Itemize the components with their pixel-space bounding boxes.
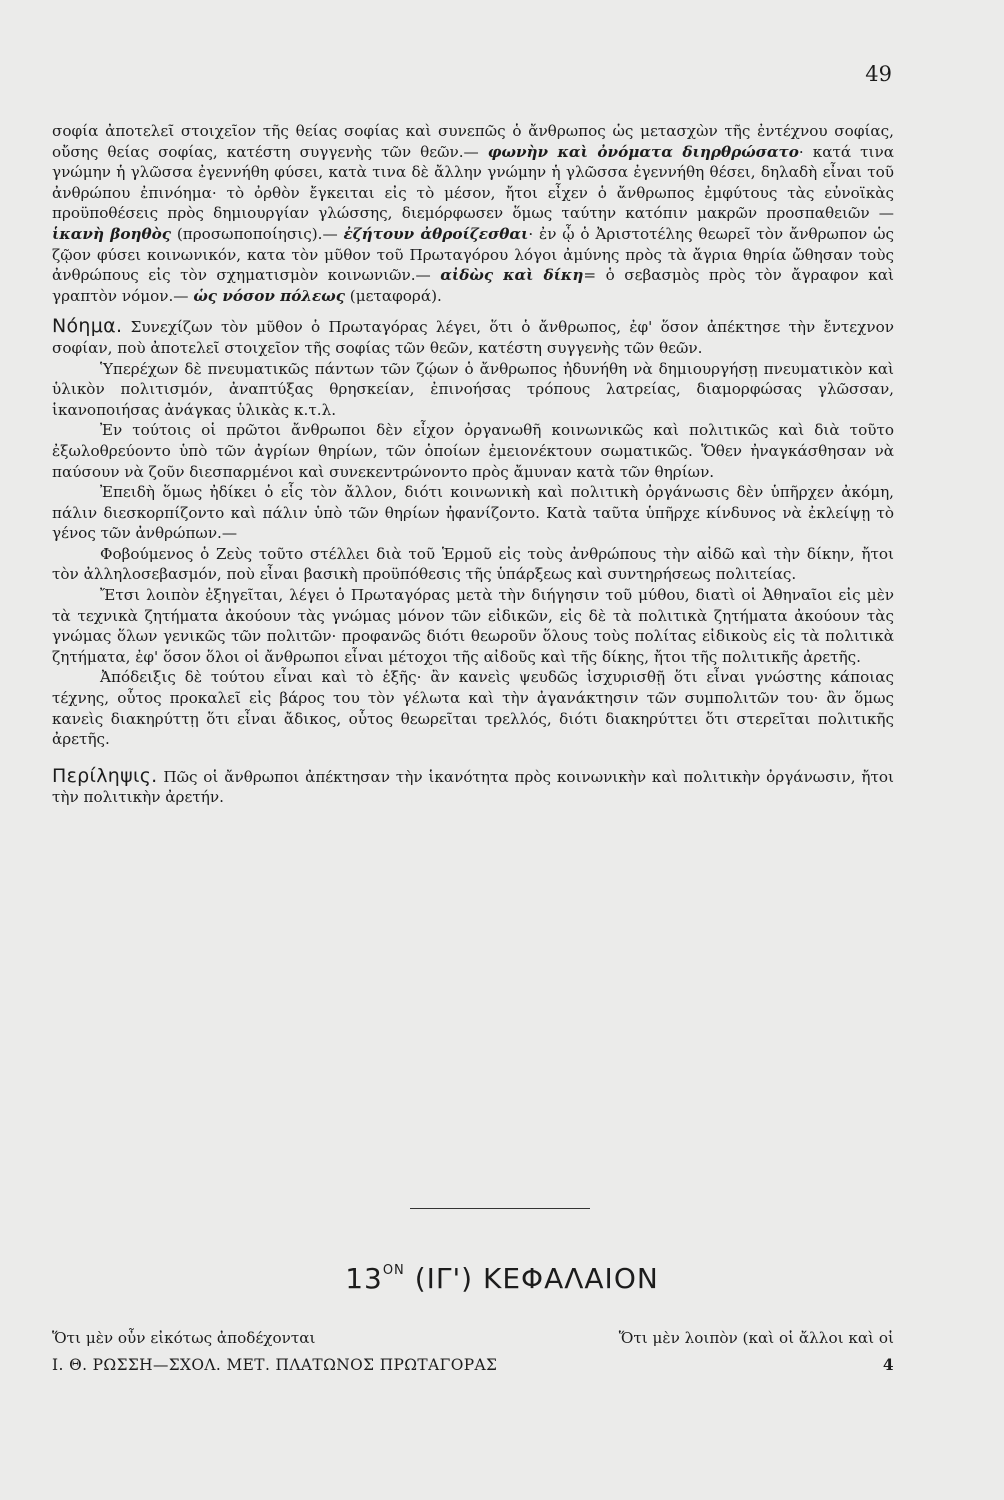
noima-paragraph (52, 316, 894, 358)
chapter-heading (0, 1262, 1004, 1295)
text-run: (μεταφορά). (344, 286, 442, 305)
text-run: = ὁ σεβασμὸς πρὸς τὸν ἄγραφον καὶ γραπτὸν νόμον.— (52, 266, 894, 305)
text-run: · ἐν ᾧ ὁ Ἀριστοτέλης θεωρεῖ τὸν ἄνθρωπον ὡς ζῷον φύσει κοινωνικόν, κατα τὸν μῦθον τοῦ Πρωταγόρου λόγοι ἀμύνης πρὸς τὰ ἄγρια θηρία ὤθησαν τοὺς ἀνθρώπους εἰς τὸν σχηματισμὸν κοινωνιῶν.— (52, 224, 894, 285)
noima-paragraph: Ἐν τούτοις οἱ πρῶτοι ἄνθρωποι δὲν εἶχον ὀργανωθῆ κοινωνικῶς καὶ πολιτικῶς καὶ διὰ τοῦτο ἐξωλοθρεύοντο ὑπὸ τῶν ἀγρίων θηρίων, τῶν ὁποίων ἐμειονέκτουν σωματικῶς. Ὅθεν ἠναγκάσθησαν νὰ παύσουν νὰ ζοῦν διεσπαρμένοι καὶ συνεκεντρώνοντο πρὸς ἄμυναν κατὰ τῶν θηρίων. (52, 421, 894, 481)
noima-paragraph: Ἀπόδειξις δὲ τούτου εἶναι καὶ τὸ ἑξῆς· ἂν κανεὶς ψευδῶς ἰσχυρισθῇ ὅτι εἶναι γνώστης κάποιας τέχνης, οὗτος προκαλεῖ εἰς βάρος του τὸν γέλωτα καὶ τὴν ἀγανάκτησιν τῶν συμπολιτῶν του· ἂν ὅμως κανεὶς διακηρύττῃ ὅτι εἶναι ἄδικος, οὗτος θεωρεῖται τρελλός, διότι διακηρύττει ὅτι στερεῖται πολιτικῆς ἀρετῆς. (52, 668, 894, 749)
chapter-title: (ΙΓ') ΚΕΦΑΛΑΙΟΝ (404, 1262, 659, 1295)
main-text (52, 121, 894, 808)
noima-text: Συνεχίζων τὸν μῦθον ὁ Πρωταγόρας λέγει, ὅτι ὁ ἄνθρωπος, ἐφ' ὅσον ἀπέκτησε τὴν ἔντεχνον σοφίαν, ποὺ ἀποτελεῖ στοιχεῖον τῆς σοφίας τῶν θεῶν, κατέστη συγγενὴς τῶν θεῶν. (52, 318, 894, 357)
emphasis-term: ὡς νόσον πόλεως (193, 286, 345, 305)
noima-paragraph: Φοβούμενος ὁ Ζεὺς τοῦτο στέλλει διὰ τοῦ Ἑρμοῦ εἰς τοὺς ἀνθρώπους τὴν αἰδῶ καὶ τὴν δίκην, ἤτοι τὸν ἀλληλοσεβασμόν, ποὺ εἶναι βασικὴ προϋπόθεσις τῆς ὑπάρξεως καὶ συντηρήσεως πολιτείας. (52, 544, 894, 584)
perilipsis-paragraph (52, 766, 894, 808)
noima-section (52, 316, 894, 749)
chapter-superscript: ΟΝ (382, 1263, 405, 1278)
text-run: (προσωποποίησις).— (171, 224, 344, 243)
page-number: 49 (865, 62, 892, 86)
text-excerpt (52, 1328, 894, 1348)
emphasis-term: ἱκανὴ βοηθὸς (52, 224, 172, 243)
footer-title: Ι. Θ. ΡΩΣΣΗ—ΣΧΟΛ. ΜΕΤ. ΠΛΑΤΩΝΟΣ ΠΡΩΤΑΓΟΡΑΣ (52, 1356, 498, 1374)
section-divider (410, 1208, 590, 1209)
perilipsis-text: Πῶς οἱ ἄνθρωποι ἀπέκτησαν τὴν ἱκανότητα πρὸς κοινωνικὴν καὶ πολιτικὴν ὀργάνωσιν, ἤτοι τὴν πολιτικὴν ἀρετήν. (52, 767, 894, 807)
noima-heading: Νόημα. (52, 315, 123, 338)
chapter-number: 13 (345, 1262, 383, 1295)
page-footer (52, 1356, 894, 1374)
excerpt-original: Ὅτι μὲν οὖν εἰκότως ἀποδέχονται (52, 1329, 316, 1347)
signature-mark: 4 (882, 1356, 894, 1374)
noima-paragraph: Ἐπειδὴ ὅμως ἠδίκει ὁ εἷς τὸν ἄλλον, διότι κοινωνικὴ καὶ πολιτικὴ ὀργάνωσις δὲν ὑπῆρχεν ἀκόμη, πάλιν διεσκορπίζοντο καὶ πάλιν ὑπὸ τῶν θηρίων ἠφανίζοντο. Κατὰ ταῦτα ὑπῆρχε κίνδυνος νὰ ἐκλείψῃ τὸ γένος τῶν ἀνθρώπων.— (52, 483, 894, 543)
emphasis-term: φωνὴν καὶ ὀνόματα διηρθρώσατο (487, 142, 799, 161)
perilipsis-heading: Περίληψις. (52, 764, 158, 787)
emphasis-term: αἰδὼς καὶ δίκη (440, 266, 584, 285)
emphasis-term: ἐζήτουν ἀθροίζεσθαι (343, 224, 529, 243)
excerpt-translation: Ὅτι μὲν λοιπὸν (καὶ οἱ ἄλλοι καὶ οἱ (618, 1329, 894, 1347)
noima-paragraph: Ὑπερέχων δὲ πνευματικῶς πάντων τῶν ζῴων ὁ ἄνθρωπος ἠδυνήθη νὰ δημιουργήσῃ πνευματικὸν καὶ ὑλικὸν πολιτισμόν, ἀναπτύξας θρησκείαν, ἐπινοήσας τρόπους λατρείας, διαμορφώσας γλῶσσαν, ἱκανοποιήσας ἀνάγκας ὑλικὰς κ.τ.λ. (52, 359, 894, 419)
text-run: · κατά τινα γνώμην ἡ γλῶσσα ἐγεννήθη φύσει, κατὰ τινα δὲ ἄλλην γνώμην ἡ γλῶσσα ἐγεννήθη θέσει, δηλαδὴ εἶναι τοῦ ἀνθρώπου ἐπινόημα· τὸ ὀρθὸν ἔγκειται εἰς τὸ μέσον, ἤτοι εἶχεν ὁ ἄνθρωπος ἐμφύτους τὰς εὐνοϊκὰς προϋποθέσεις πρὸς δημιουργίαν γλώσσης, διεμόρφωσεν ὅμως ταύτην κατόπιν μακρῶν προσπαθειῶν — (52, 142, 894, 223)
commentary-paragraph (52, 121, 894, 306)
noima-paragraph: Ἔτσι λοιπὸν ἐξηγεῖται, λέγει ὁ Πρωταγόρας μετὰ τὴν διήγησιν τοῦ μύθου, διατὶ οἱ Ἀθηναῖοι εἰς μὲν τὰ τεχνικὰ ζητήματα ἀκούουν τὰς γνώμας μόνον τῶν εἰδικῶν, εἰς δὲ τὰ πολιτικὰ ζητήματα ἀκούουν τὰς γνώμας ὅλων γενικῶς τῶν πολιτῶν· προφανῶς διότι θεωροῦν ὅλους τοὺς πολίτας εἰδικοὺς εἰς τὰ πολιτικὰ ζητήματα, ἐφ' ὅσον ὅλοι οἱ ἄνθρωποι εἶναι μέτοχοι τῆς αἰδοῦς καὶ τῆς δίκης, ἤτοι τῆς πολιτικῆς ἀρετῆς. (52, 586, 894, 666)
text-run: σοφία ἀποτελεῖ στοιχεῖον τῆς θείας σοφίας καὶ συνεπῶς ὁ ἄνθρωπος ὡς μετασχὼν τῆς ἐντέχνου σοφίας, οὔσης θείας σοφίας, κατέστη συγγενὴς τῶν θεῶν.— (52, 122, 894, 161)
